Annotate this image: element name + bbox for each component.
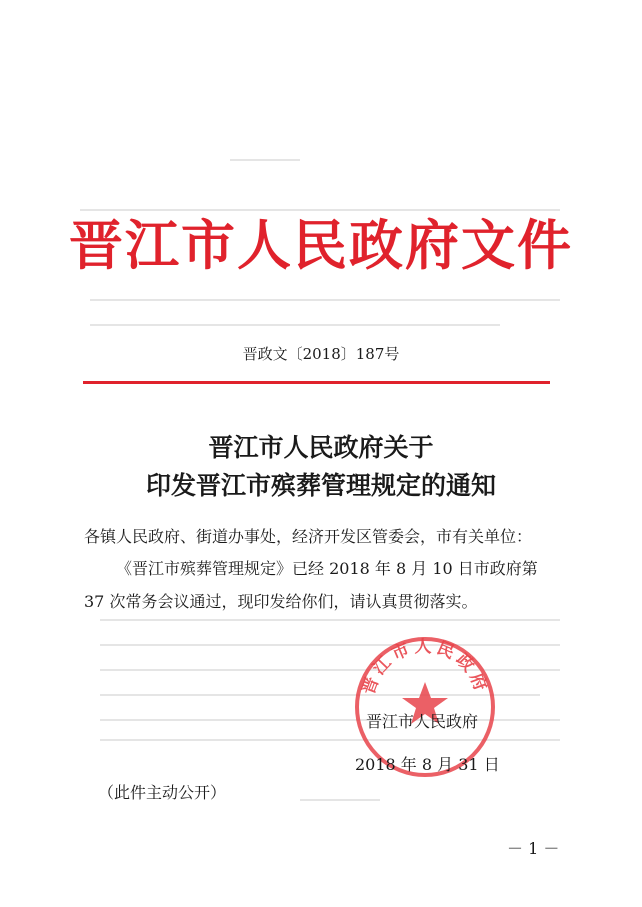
page-number: － 1 － xyxy=(507,839,560,858)
public-disclosure-note: （此件主动公开） xyxy=(98,783,227,802)
document-number: 晋政文〔2018〕187号 xyxy=(242,345,400,363)
svg-text:晋江市人民政府: 晋江市人民政府 xyxy=(358,636,492,698)
addressee-line: 各镇人民政府、街道办事处，经济开发区管委会，市有关单位： xyxy=(84,527,533,546)
issue-date: 2018 年 8 月 31 日 xyxy=(355,755,500,774)
notice-title-line-2: 印发晋江市殡葬管理规定的通知 xyxy=(145,471,496,500)
notice-title-line-1: 晋江市人民政府关于 xyxy=(208,433,434,462)
masthead-title: 晋江市人民政府文件 xyxy=(69,213,573,277)
issuer-name: 晋江市人民政府 xyxy=(366,712,479,731)
body-paragraph-line-2: 37 次常务会议通过，现印发给你们，请认真贯彻落实。 xyxy=(84,592,478,611)
body-paragraph-line-1: 《晋江市殡葬管理规定》已经 2018 年 8 月 10 日市政府第 xyxy=(116,559,538,578)
red-separator-line xyxy=(83,381,550,384)
